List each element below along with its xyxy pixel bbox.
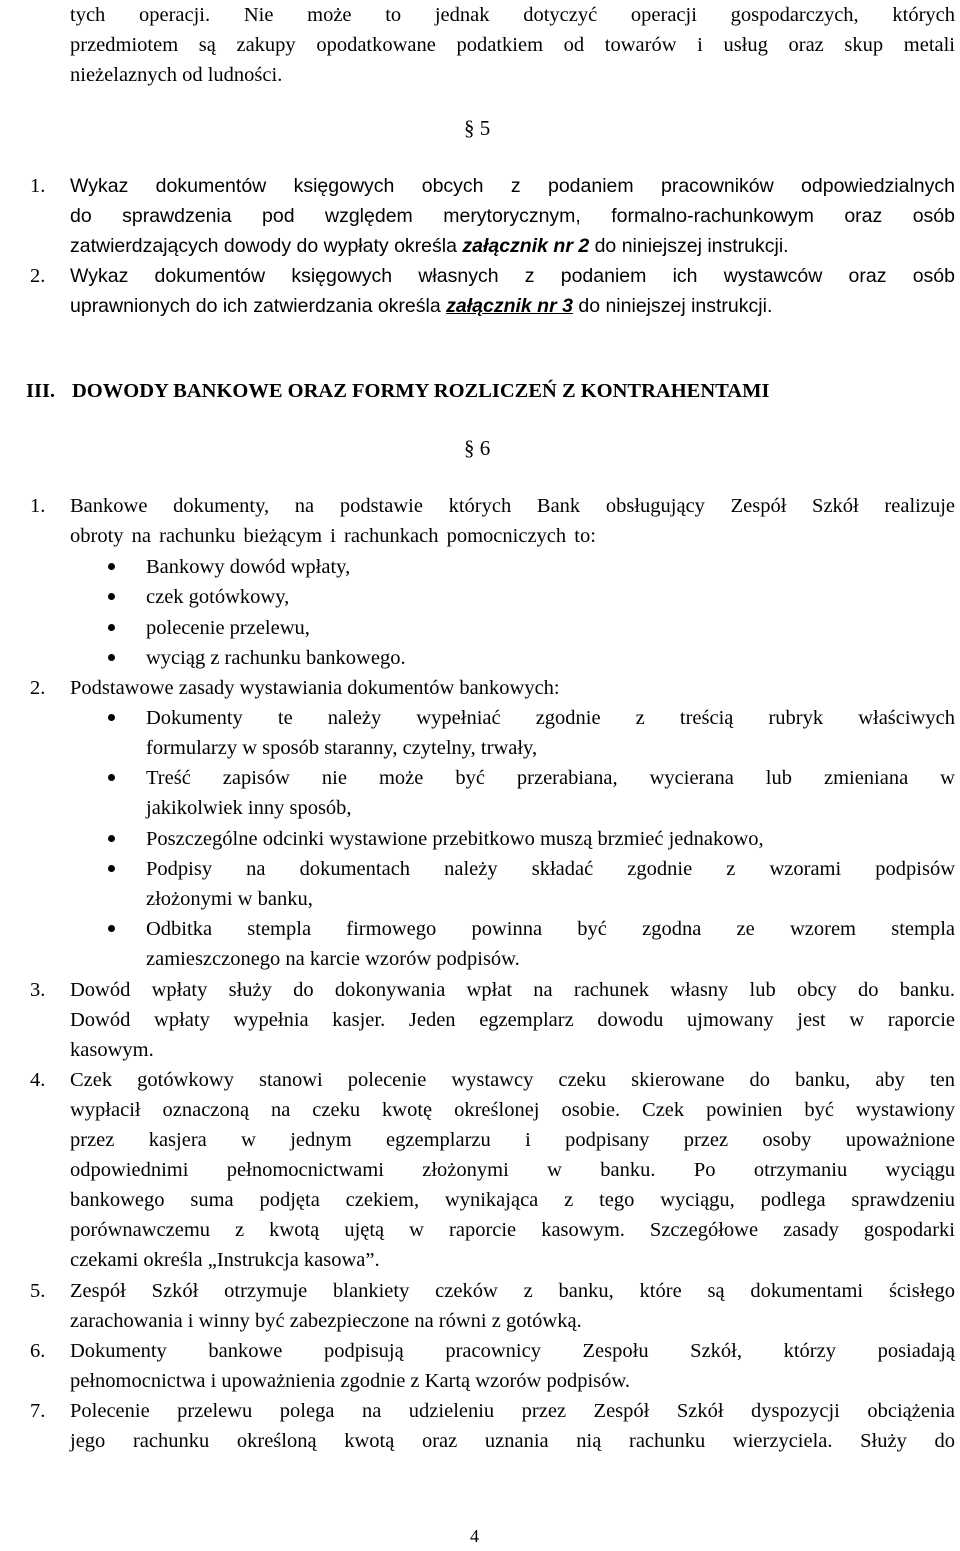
- bullet-icon: [108, 714, 115, 721]
- attachment-2-reference: załącznik nr 2: [462, 235, 590, 257]
- sec6-p5-line-1: Zespół Szkół otrzymuje blankiety czeków z banku, które są dokumentami ścisłego: [70, 1280, 955, 1302]
- sec5-p1-number: 1.: [30, 175, 46, 197]
- sec6-p3-number: 3.: [30, 979, 46, 1001]
- rule-5-line-2: zamieszczonego na karcie wzorów podpisów.: [146, 948, 520, 970]
- bullet-icon: [108, 624, 115, 631]
- sec6-p7-number: 7.: [30, 1400, 46, 1422]
- bank-document-item: Bankowy dowód wpłaty,: [146, 556, 351, 578]
- rule-4-line-1: Podpisy na dokumentach należy składać zgodnie z wzorami podpisów: [146, 858, 955, 880]
- sec6-p4-line-2: wypłacił oznaczoną na czeku kwotę określonej osobie. Czek powinien być wystawiony: [70, 1099, 955, 1121]
- rule-5-line-1: Odbitka stempla firmowego powinna być zgodna ze wzorem stempla: [146, 918, 955, 940]
- sec6-p2-line-1: Podstawowe zasady wystawiania dokumentów bankowych:: [70, 677, 560, 699]
- sec6-p1-line-2: obroty na rachunku bieżącym i rachunkach pomocniczych to:: [70, 525, 596, 547]
- bullet-icon: [108, 835, 115, 842]
- sec6-p5-number: 5.: [30, 1280, 46, 1302]
- sec6-p6-number: 6.: [30, 1340, 46, 1362]
- sec5-p1-line-3-end: do niniejszej instrukcji.: [589, 235, 789, 257]
- sec6-p7-line-1: Polecenie przelewu polega na udzieleniu przez Zespół Szkół dyspozycji obciążenia: [70, 1400, 955, 1422]
- rule-1-line-2: formularzy w sposób staranny, czytelny, trwały,: [146, 737, 538, 759]
- sec6-p1-line-1: Bankowe dokumenty, na podstawie których Bank obsługujący Zespół Szkół realizuje: [70, 495, 955, 517]
- sec6-p6-line-2: pełnomocnictwa i upoważnienia zgodnie z Kartą wzorów podpisów.: [70, 1370, 630, 1392]
- sec6-p3-line-1: Dowód wpłaty służy do dokonywania wpłat na rachunek własny lub obcy do banku.: [70, 979, 955, 1001]
- rule-4-line-2: złożonymi w banku,: [146, 888, 313, 910]
- intro-line-3: nieżelaznych od ludności.: [70, 64, 283, 86]
- bank-document-item: czek gotówkowy,: [146, 586, 290, 608]
- intro-line-1: tych operacji. Nie może to jednak dotyczyć operacji gospodarczych, których: [70, 4, 955, 26]
- section-6-mark: § 6: [464, 436, 491, 460]
- sec6-p4-line-3: przez kasjera w jednym egzemplarzu i podpisany przez osoby upoważnione: [70, 1129, 955, 1151]
- sec5-p2-line-1: Wykaz dokumentów księgowych własnych z podaniem ich wystawców oraz osób: [70, 265, 955, 287]
- sec6-p4-number: 4.: [30, 1069, 46, 1091]
- rule-2-line-2: jakikolwiek inny sposób,: [146, 797, 352, 819]
- sec6-p4-line-1: Czek gotówkowy stanowi polecenie wystawcy czeku skierowane do banku, aby ten: [70, 1069, 955, 1091]
- sec5-p1-line-3-text: zatwierdzających dowody do wypłaty określa: [70, 235, 463, 257]
- bullet-icon: [108, 774, 115, 781]
- attachment-3-reference: załącznik nr 3: [446, 295, 573, 317]
- bullet-icon: [108, 563, 115, 570]
- sec5-p2-line-2: [70, 291, 772, 321]
- rule-3: Poszczególne odcinki wystawione przebitkowo muszą brzmieć jednakowo,: [146, 828, 764, 850]
- sec6-p1-number: 1.: [30, 495, 46, 517]
- sec6-p4-line-5: bankowego suma podjęta czekiem, wynikająca z tego wyciągu, podlega sprawdzeniu: [70, 1189, 955, 1211]
- bullet-icon: [108, 925, 115, 932]
- sec6-p3-line-3: kasowym.: [70, 1039, 154, 1061]
- bullet-icon: [108, 654, 115, 661]
- sec5-p2-line-2-text: uprawnionych do ich zatwierdzania określa: [70, 295, 447, 317]
- sec5-p2-number: 2.: [30, 265, 46, 287]
- page-number: 4: [470, 1526, 479, 1546]
- sec6-p2-number: 2.: [30, 677, 46, 699]
- rule-1-line-1: Dokumenty te należy wypełniać zgodnie z treścią rubryk właściwych: [146, 707, 955, 729]
- bank-document-item: polecenie przelewu,: [146, 617, 310, 639]
- bullet-icon: [108, 593, 115, 600]
- sec6-p3-line-2: Dowód wpłaty wypełnia kasjer. Jeden egzemplarz dowodu ujmowany jest w raporcie: [70, 1009, 955, 1031]
- chapter-number: III.: [26, 380, 56, 402]
- rule-2-line-1: Treść zapisów nie może być przerabiana, wycierana lub zmieniana w: [146, 767, 955, 789]
- sec6-p4-line-7: czekami określa „Instrukcja kasowa”.: [70, 1249, 380, 1271]
- sec5-p2-line-2-end: do niniejszej instrukcji.: [572, 295, 773, 317]
- sec5-p1-line-2: do sprawdzenia pod względem merytorycznym, formalno-rachunkowym oraz osób: [70, 205, 955, 227]
- sec6-p6-line-1: Dokumenty bankowe podpisują pracownicy Zespołu Szkół, którzy posiadają: [70, 1340, 955, 1362]
- bank-document-item: wyciąg z rachunku bankowego.: [146, 647, 406, 669]
- sec6-p4-line-4: odpowiednimi pełnomocnictwami złożonymi w banku. Po otrzymaniu wyciągu: [70, 1159, 955, 1181]
- sec5-p1-line-3: [70, 231, 789, 261]
- sec5-p1-line-1: Wykaz dokumentów księgowych obcych z podaniem pracowników odpowiedzialnych: [70, 175, 955, 197]
- section-5-mark: § 5: [464, 116, 491, 140]
- chapter-title: DOWODY BANKOWE ORAZ FORMY ROZLICZEŃ Z KONTRAHENTAMI: [72, 380, 770, 402]
- bullet-icon: [108, 865, 115, 872]
- sec6-p7-line-2: jego rachunku określoną kwotą oraz uznania nią rachunku wierzyciela. Służy do: [70, 1430, 955, 1452]
- intro-line-2: przedmiotem są zakupy opodatkowane podatkiem od towarów i usług oraz skup metali: [70, 34, 955, 56]
- sec6-p4-line-6: porównawczemu z kwotą ujętą w raporcie kasowym. Szczegółowe zasady gospodarki: [70, 1219, 955, 1241]
- sec6-p5-line-2: zarachowania i winny być zabezpieczone na równi z gotówką.: [70, 1310, 582, 1332]
